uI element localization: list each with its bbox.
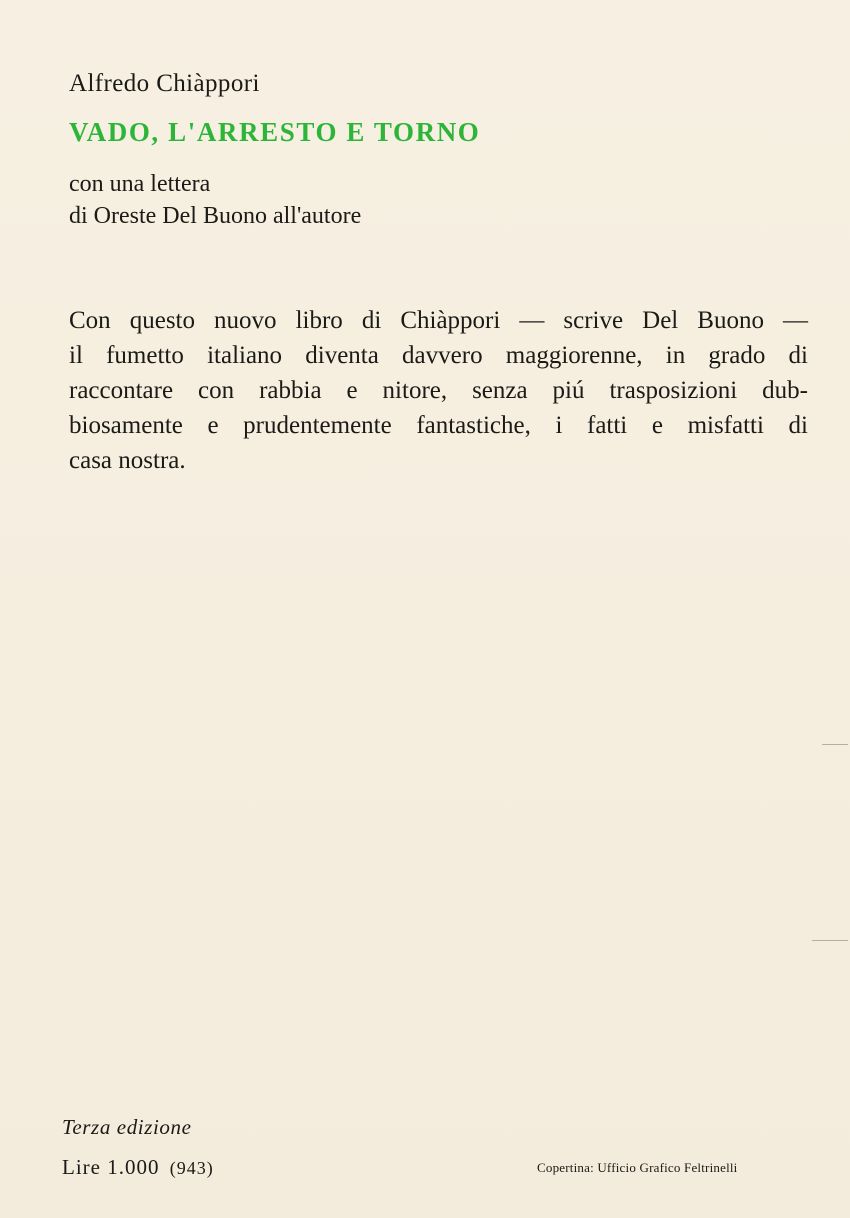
price-line: [62, 1155, 214, 1180]
price-value: Lire 1.000: [62, 1155, 160, 1179]
price-code: (943): [169, 1158, 214, 1178]
author-name: Alfredo Chiàppori: [69, 70, 260, 97]
blurb-line: il fumetto italiano diventa davvero maggiorenne, in grado di: [69, 342, 808, 369]
paper-edge-mark: [822, 744, 848, 745]
blurb-line: casa nostra.: [69, 447, 186, 474]
subtitle-line: con una lettera: [69, 171, 211, 197]
blurb-line: raccontare con rabbia e nitore, senza piú trasposizioni dub-: [69, 377, 808, 404]
paper-edge-mark: [812, 940, 848, 941]
subtitle: [69, 168, 361, 232]
cover-credit: Copertina: Ufficio Grafico Feltrinelli: [537, 1160, 738, 1175]
blurb-line: Con questo nuovo libro di Chiàppori — scrive Del Buono —: [69, 307, 808, 334]
book-title: VADO, L'ARRESTO E TORNO: [69, 117, 481, 147]
blurb-line: biosamente e prudentemente fantastiche, i fatti e misfatti di: [69, 412, 808, 439]
subtitle-line: di Oreste Del Buono all'autore: [69, 203, 362, 229]
edition-label: Terza edizione: [62, 1115, 192, 1139]
blurb-paragraph: [69, 303, 808, 478]
